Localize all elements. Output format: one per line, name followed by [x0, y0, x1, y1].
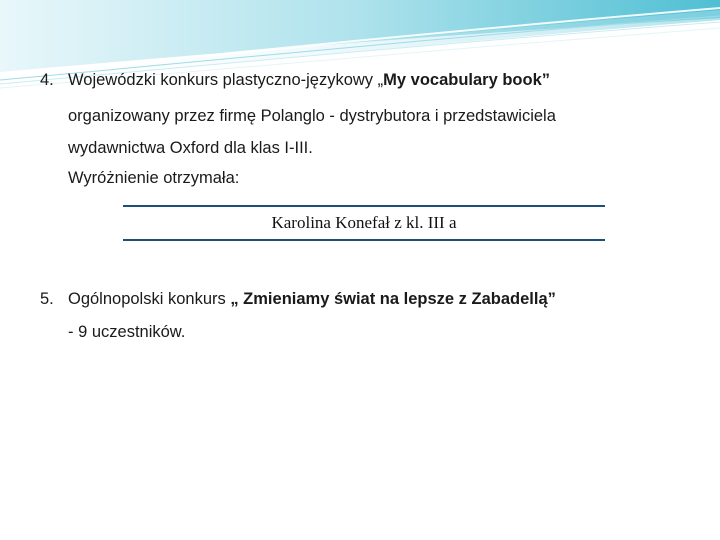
item4-publisher-text: wydawnictwa Oxford dla klas I-III. — [68, 139, 313, 157]
item4-title-text: Wojewódzki konkurs plastyczno-językowy „ — [68, 71, 384, 89]
item5-number: 5. — [40, 290, 54, 308]
item4-title — [68, 70, 550, 90]
item5-title-bold: „ Zmieniamy świat na lepsze z Zabadellą” — [230, 290, 556, 308]
item5-title-text: Ogólnopolski konkurs — [68, 290, 231, 308]
item4-title-bold: My vocabulary book” — [383, 71, 551, 89]
item4-organizer-text: organizowany przez firmę Polanglo - dystrybutora i przedstawiciela — [68, 107, 556, 125]
item5-title — [68, 289, 556, 309]
winner-name-box: Karolina Konefał z kl. III a — [123, 205, 605, 241]
item5-participants-text: - 9 uczestników. — [68, 323, 186, 341]
item4-award-label: Wyróżnienie otrzymała: — [68, 169, 240, 187]
item4-number: 4. — [40, 71, 54, 89]
